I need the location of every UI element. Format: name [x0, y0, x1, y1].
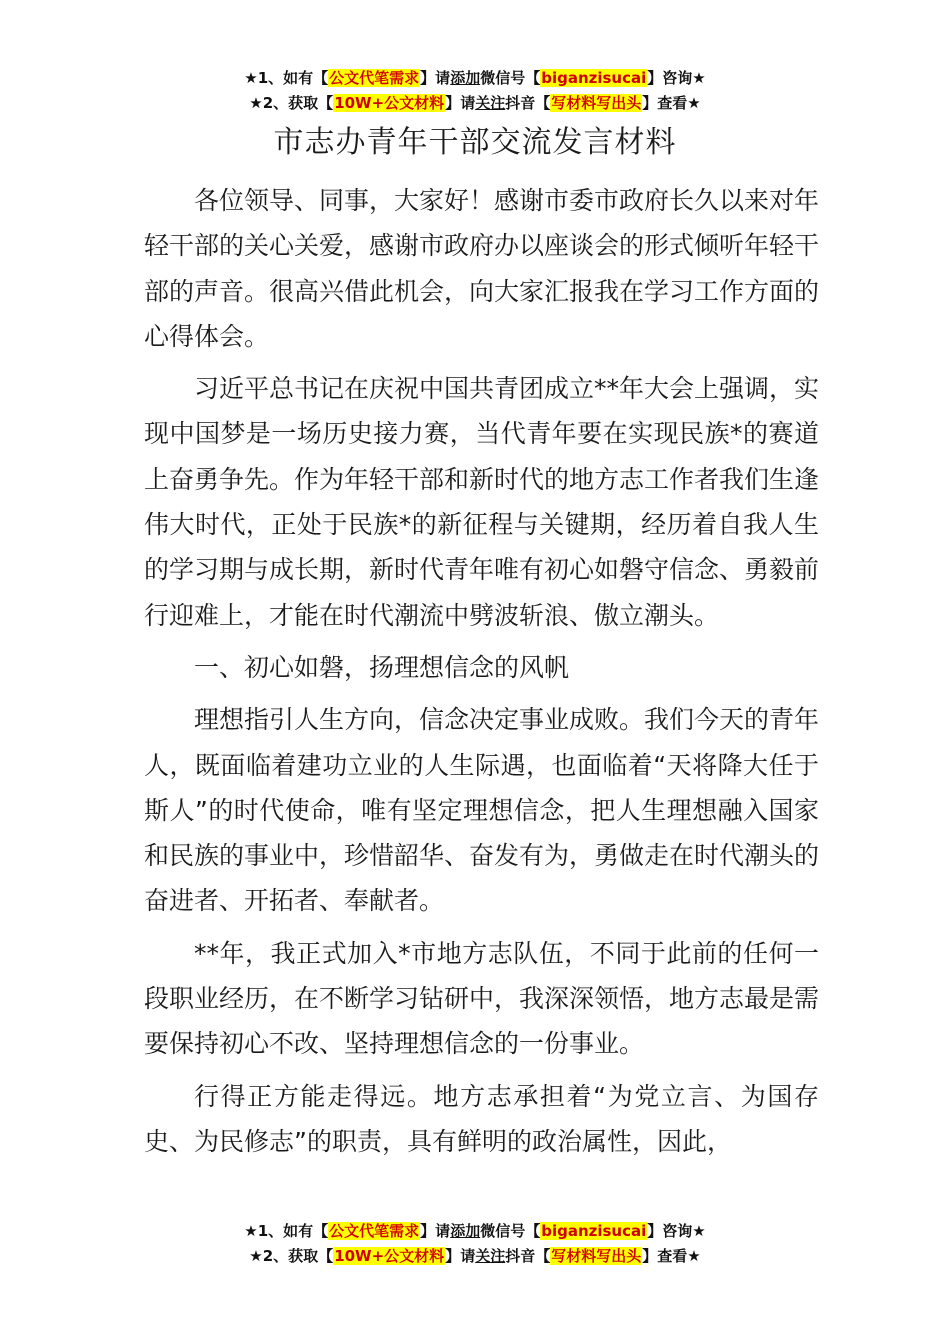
paragraph: 习近平总书记在庆祝中国共青团成立**年大会上强调，实现中国梦是一场历史接力赛，当代青年要在实现民族*的赛道上奋勇争先。作为年轻干部和新时代的地方志工作者我们生逢伟大时代，正处于民族*的新征程与关键期，经历着自我人生的学习期与成长期，新时代青年唯有初心如磐守信念、勇毅前行迎难上，才能在时代潮流中劈波斩浪、傲立潮头。: [144, 374, 820, 630]
banner-underlined: 关注: [475, 94, 506, 112]
document-body: [144, 178, 819, 1164]
banner-underlined: 添加: [450, 69, 481, 87]
paragraph: 理想指引人生方向，信念决定事业成败。我们今天的青年人，既面临着建功立业的人生际遇，也面临着“天将降大任于斯人”的时代使命，唯有坚定理想信念，把人生理想融入国家和民族的事业中，珍惜韶华、奋发有为，勇做走在时代潮头的奋进者、开拓者、奉献者。: [144, 705, 820, 916]
banner-wechat-id: biganzisucai: [541, 1222, 647, 1240]
footer-banner: [0, 1219, 950, 1269]
banner-highlight: 10W+公文材料: [334, 94, 445, 112]
banner-text: 】查看★: [642, 1247, 701, 1265]
header-banner: [0, 66, 950, 116]
banner-line-2: [0, 1244, 950, 1269]
banner-text: ★2、获取【: [249, 1247, 334, 1265]
banner-text: 微信号【: [480, 1222, 541, 1240]
banner-text: 】咨询★: [647, 1222, 706, 1240]
paragraph: 各位领导、同事，大家好！感谢市委市政府长久以来对年轻干部的关心关爱，感谢市政府办以座谈会的形式倾听年轻干部的声音。很高兴借此机会，向大家汇报我在学习工作方面的心得体会。: [144, 186, 820, 351]
banner-text: ★2、获取【: [249, 94, 334, 112]
banner-text: 】请: [420, 69, 451, 87]
banner-text: 】请: [445, 94, 476, 112]
banner-text: 微信号【: [480, 69, 541, 87]
banner-text: 】请: [445, 1247, 476, 1265]
banner-text: ★1、如有【: [244, 69, 329, 87]
banner-text: 】咨询★: [647, 69, 706, 87]
banner-highlight: 10W+公文材料: [334, 1247, 445, 1265]
banner-line-2: [0, 91, 950, 116]
banner-wechat-id: biganzisucai: [541, 69, 647, 87]
banner-douyin-id: 写材料写出头: [551, 94, 642, 112]
banner-highlight: 公文代笔需求: [329, 1222, 420, 1240]
banner-line-1: [0, 66, 950, 91]
banner-text: 抖音【: [505, 1247, 551, 1265]
banner-underlined: 关注: [475, 1247, 506, 1265]
section-heading: 一、初心如磐，扬理想信念的风帆: [194, 652, 570, 682]
banner-text: 】请: [420, 1222, 451, 1240]
banner-text: ★1、如有【: [244, 1222, 329, 1240]
paragraph: 行得正方能走得远。地方志承担着“为党立言、为国存史、为民修志”的职责，具有鲜明的政治属性，因此，: [144, 1081, 819, 1156]
banner-text: 】查看★: [642, 94, 701, 112]
document-title: 市志办青年干部交流发言材料: [273, 125, 677, 160]
banner-douyin-id: 写材料写出头: [551, 1247, 642, 1265]
banner-underlined: 添加: [450, 1222, 481, 1240]
paragraph: **年，我正式加入*市地方志队伍，不同于此前的任何一段职业经历，在不断学习钻研中，我深深领悟，地方志最是需要保持初心不改、坚持理想信念的一份事业。: [144, 938, 820, 1059]
banner-line-1: [0, 1219, 950, 1244]
banner-text: 抖音【: [505, 94, 551, 112]
banner-highlight: 公文代笔需求: [329, 69, 420, 87]
